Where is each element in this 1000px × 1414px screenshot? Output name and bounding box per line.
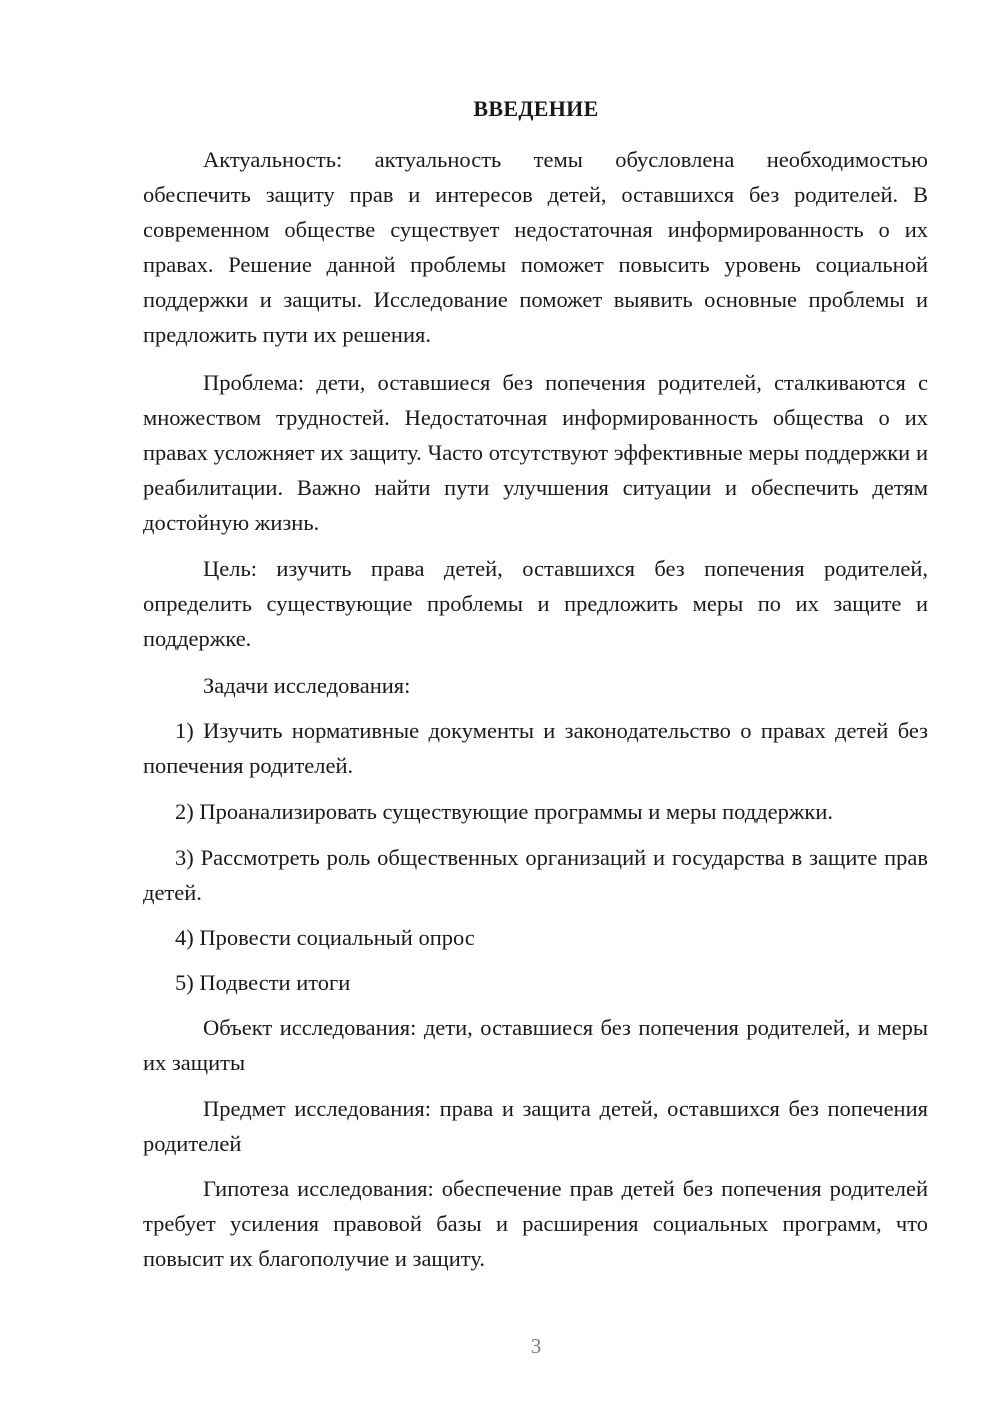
paragraph-tasks-heading: Задачи исследования: bbox=[203, 673, 411, 698]
paragraph-relevance: Актуальность: актуальность темы обусловлена необходимостью обеспечить защиту прав и интересов детей, оставшихся без родителей. В современном обществе существует недостаточная информированность о их правах. Решение данной проблемы поможет повысить уровень социальной поддержки и защиты. Исследование поможет выявить основные проблемы и предложить пути их решения. bbox=[143, 147, 928, 347]
paragraph-problem: Проблема: дети, оставшиеся без попечения родителей, сталкиваются с множеством трудностей. Недостаточная информированность общества о их правах усложняет их защиту. Часто отсутствуют эффективные меры поддержки и реабилитации. Важно найти пути улучшения ситуации и обеспечить детям достойную жизнь. bbox=[143, 370, 928, 535]
page-number: 3 bbox=[530, 1334, 542, 1358]
task-item-3: 3) Рассмотреть роль общественных организаций и государства в защите прав детей. bbox=[143, 845, 928, 905]
task-item-2: 2) Проанализировать существующие программы и меры поддержки. bbox=[175, 799, 834, 824]
paragraph-goal: Цель: изучить права детей, оставшихся без попечения родителей, определить существующие проблемы и предложить меры по их защите и поддержке. bbox=[143, 556, 928, 651]
task-item-5: 5) Подвести итоги bbox=[175, 970, 351, 995]
task-item-4: 4) Провести социальный опрос bbox=[175, 925, 475, 950]
task-item-1: 1) Изучить нормативные документы и законодательство о правах детей без попечения родителей. bbox=[143, 718, 928, 778]
paragraph-hypothesis: Гипотеза исследования: обеспечение прав детей без попечения родителей требует усиления правовой базы и расширения социальных программ, что повысит их благополучие и защиту. bbox=[143, 1176, 928, 1271]
paragraph-subject: Предмет исследования: права и защита детей, оставшихся без попечения родителей bbox=[143, 1096, 928, 1156]
page-heading: ВВЕДЕНИЕ bbox=[473, 96, 599, 121]
paragraph-object: Объект исследования: дети, оставшиеся без попечения родителей, и меры их защиты bbox=[143, 1015, 928, 1075]
